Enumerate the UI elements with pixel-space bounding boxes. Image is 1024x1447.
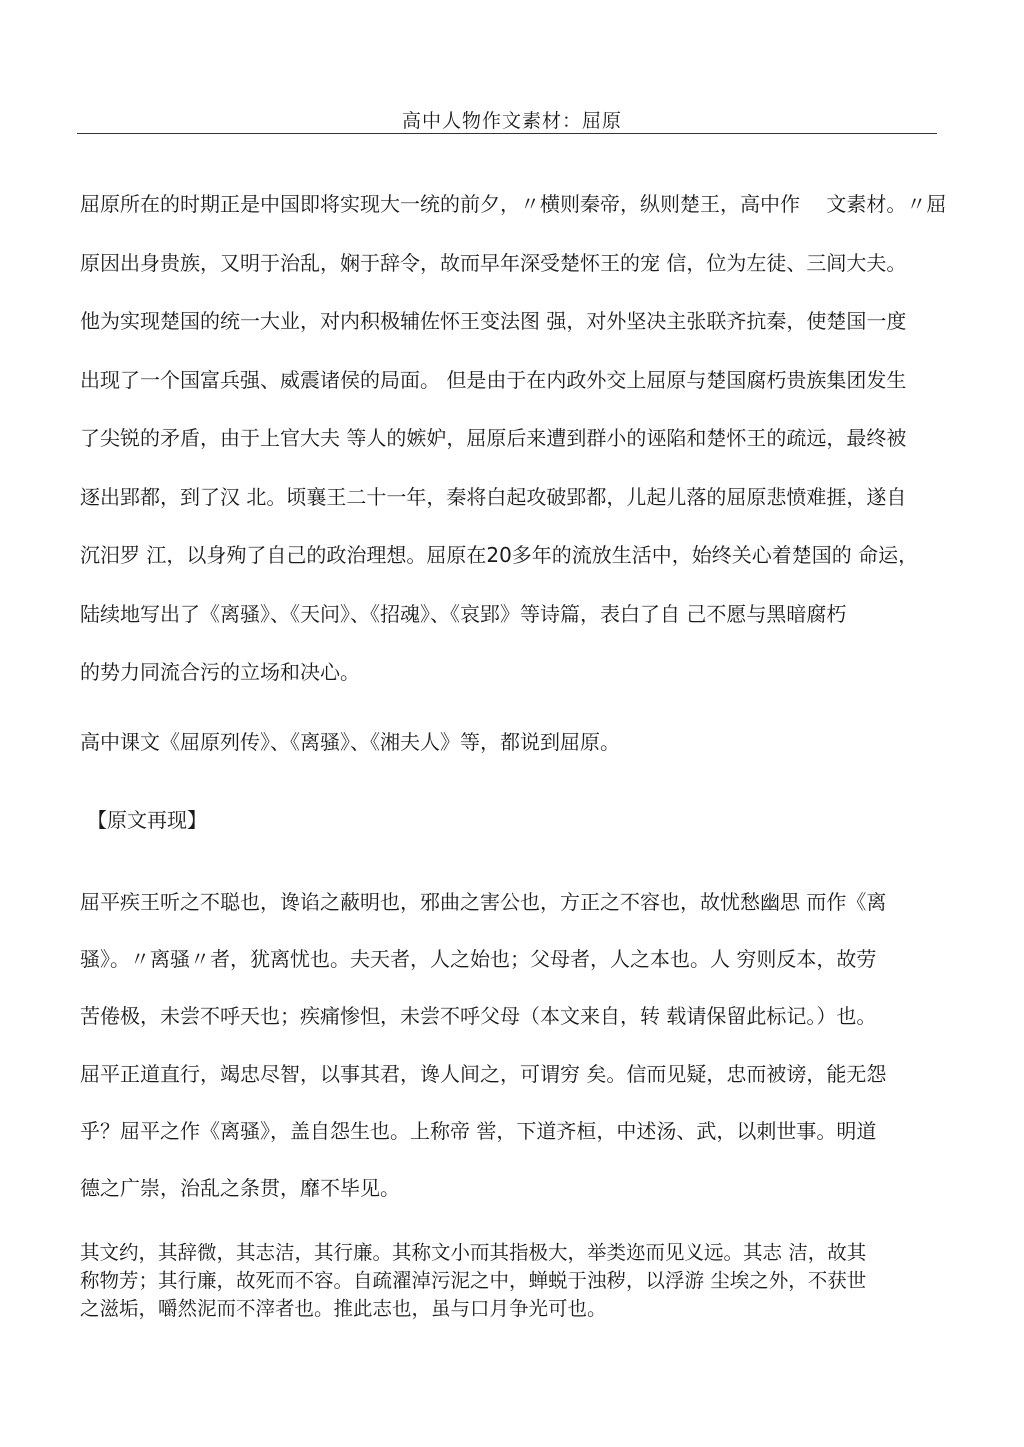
text-line: 沉汨罗 江，以身殉了自己的政治理想。屈原在20多年的流放生活中，始终关心着楚国的 命运， xyxy=(80,543,919,567)
text-line: 屈平疾王听之不聪也，谗谄之蔽明也，邪曲之害公也，方正之不容也，故忧愁幽思 而作《离 xyxy=(80,890,887,914)
text-line: 其文约，其辞微，其志洁，其行廉。其称文小而其指极大，举类迩而见义远。其志 洁，故其 xyxy=(80,1241,867,1264)
text-line: 陆续地写出了《离骚》、《天问》、《招魂》、《哀郢》等诗篇，表白了自 己不愿与黑暗腐朽 xyxy=(80,601,847,626)
text-line: 了尖锐的矛盾，由于上官大夫 等人的嫉妒，屈原后来遭到群小的诬陷和楚怀王的疏远，最终被 xyxy=(80,426,907,450)
text-line: 原因出身贵族，又明于治乱，娴于辞令，故而早年深受楚怀王的宠 信，位为左徒、三闾大夫。 xyxy=(80,250,907,275)
page-title: 高中人物作文素材：屈原 xyxy=(401,110,622,132)
section-heading: 【原文再现】 xyxy=(87,808,207,832)
original-text-paragraph xyxy=(80,874,960,1217)
text-line: 的势力同流合污的立场和决心。 xyxy=(80,660,360,684)
text-line: 逐出郢都，到了汉 北。顷襄王二十一年，秦将白起攻破郢都，儿起儿落的屈原悲愤难捱，遂自 xyxy=(80,484,907,509)
text-line: 屈原所在的时期正是中国即将实现大一统的前夕，〃横则秦帝，纵则楚王，高中作 文素材。〃屈 xyxy=(80,192,947,216)
text-line: 屈平正道直行，竭忠尽智，以事其君，谗人间之，可谓穷 矣。信而见疑，忠而被谤，能无怨 xyxy=(80,1061,887,1086)
closing-paragraph xyxy=(80,1239,960,1323)
text-line: 骚》。〃离骚〃者，犹离忧也。夫天者，人之始也；父母者，人之本也。人 穷则反本，故劳 xyxy=(80,947,877,972)
text-line: 苦倦极，未尝不呼天也；疾痛惨怛，未尝不呼父母（本文来自，转 载请保留此标记。）也。 xyxy=(80,1004,877,1029)
intro-paragraph xyxy=(80,175,960,702)
header-divider xyxy=(77,133,937,134)
text-line: 之滋垢，嚼然泥而不滓者也。推此志也，虽与口月争光可也。 xyxy=(80,1297,607,1320)
textbook-note: 高中课文《屈原列传》、《离骚》、《湘夫人》等，都说到屈原。 xyxy=(80,730,620,754)
text-line: 德之广崇，治乱之条贯，靡不毕见。 xyxy=(80,1175,400,1200)
text-line: 乎？屈平之作《离骚》，盖自怨生也。上称帝 喾，下道齐桓，中述汤、武，以刺世事。明道 xyxy=(80,1118,877,1143)
text-line: 他为实现楚国的统一大业，对内积极辅佐怀王变法图 强，对外坚决主张联齐抗秦，使楚国一度 xyxy=(80,309,907,333)
text-line: 出现了一个国富兵强、威震诸侯的局面。 但是由于在内政外交上屈原与楚国腐朽贵族集团发生 xyxy=(80,367,907,392)
text-line: 称物芳；其行廉，故死而不容。自疏濯淖污泥之中，蝉蜕于浊秽，以浮游 尘埃之外，不获世 xyxy=(80,1269,867,1292)
